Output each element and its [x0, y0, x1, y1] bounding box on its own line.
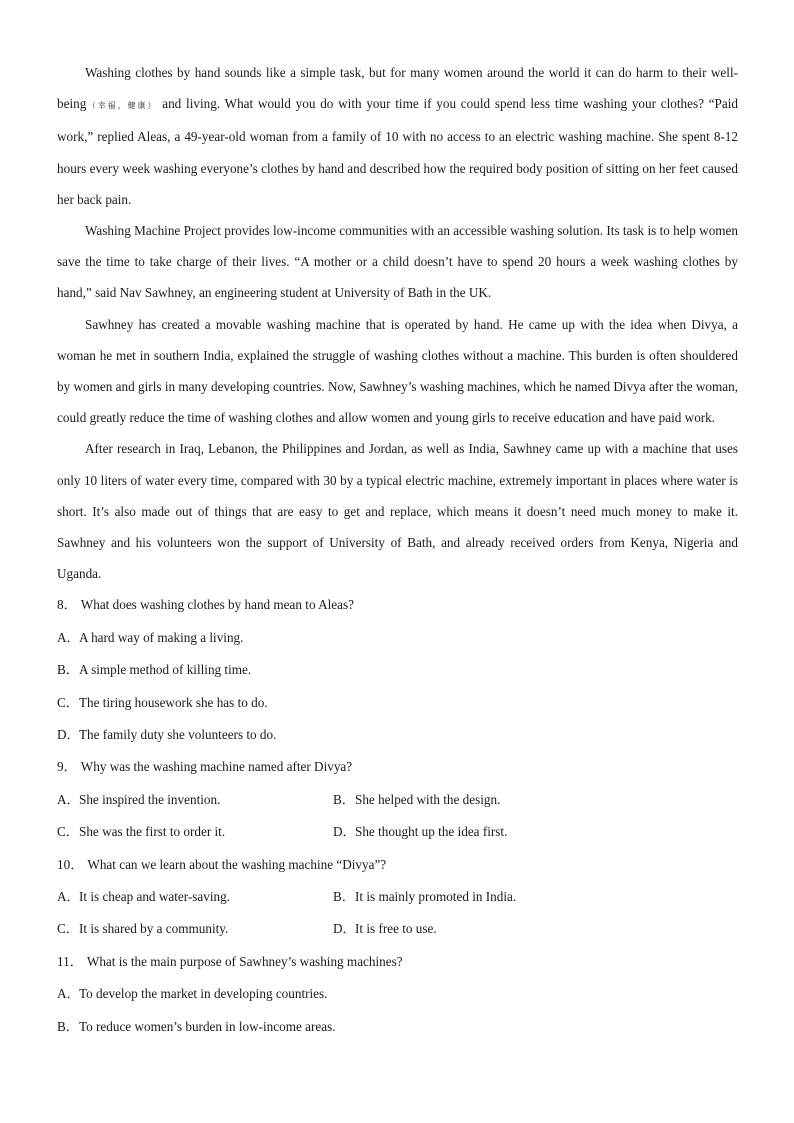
question-9-option-c: [57, 816, 333, 848]
option-letter: B．: [57, 662, 79, 678]
question-10-stem: [57, 849, 738, 881]
question-10-option-c: [57, 913, 333, 945]
question-number: 9．: [57, 759, 77, 775]
option-letter: A．: [57, 791, 80, 807]
option-text: It is mainly promoted in India.: [355, 888, 517, 904]
option-text: She was the first to order it.: [79, 824, 226, 840]
option-letter: D．: [57, 727, 80, 743]
option-text: To develop the market in developing countries.: [79, 986, 328, 1002]
option-letter: B．: [57, 1018, 79, 1034]
question-11-option-b: [57, 1011, 738, 1043]
question-10-option-b: [333, 881, 516, 913]
option-text: She helped with the design.: [355, 791, 501, 807]
question-number: 8．: [57, 597, 77, 613]
question-9-option-d: [333, 816, 507, 848]
option-text: It is free to use.: [355, 921, 437, 937]
question-9-option-a: [57, 784, 333, 816]
option-text: She inspired the invention.: [79, 791, 221, 807]
passage-paragraph-4: After research in Iraq, Lebanon, the Philippines and Jordan, as well as India, Sawhney came up with a machine that uses only 10 liters of water every time, compared with 30 by a typical electric machine, extremely important in places where water is short. It’s also made out of things that are easy to get and replace, which means it doesn’t need much money to make it. Sawhney and his volunteers won the support of University of Bath, and already received orders from Kenya, Nigeria and Uganda.: [57, 441, 738, 582]
question-8-option-d: [57, 719, 738, 751]
paragraph-text: and living. What would you do with your time if you could spend less time washing your clothes? “Paid work,” replied Aleas, a 49-year-old woman from a family of 10 with no access to an electric washing machine. She spent 8-12 hours every week washing everyone’s clothes by hand and described how the required body position of sitting on her feet caused her back pain.: [57, 96, 739, 207]
option-text: The family duty she volunteers to do.: [79, 727, 277, 743]
gloss-note: （幸福，健康）: [86, 101, 158, 111]
question-10-option-d: [333, 913, 437, 945]
question-9-stem: [57, 751, 738, 783]
option-letter: C．: [57, 694, 79, 710]
question-10-option-a: [57, 881, 333, 913]
passage-paragraph-3: Sawhney has created a movable washing machine that is operated by hand. He came up with the idea when Divya, a woman he met in southern India, explained the struggle of washing clothes without a machine. This burden is often shouldered by women and girls in many developing countries. Now, Sawhney’s washing machines, which he named Divya after the woman, could greatly reduce the time of washing clothes and allow women and young girls to receive education and have paid work.: [57, 316, 738, 426]
option-text: A simple method of killing time.: [79, 662, 252, 678]
question-9-option-b: [333, 784, 500, 816]
option-text: It is shared by a community.: [79, 921, 229, 937]
question-11-option-a: [57, 978, 738, 1010]
passage-paragraph-1: [57, 57, 738, 215]
question-text: What can we learn about the washing machine “Divya”?: [87, 856, 387, 872]
document-page: [57, 57, 738, 1043]
option-letter: C．: [57, 824, 79, 840]
option-letter: D．: [333, 921, 356, 937]
question-number: 11．: [57, 953, 83, 969]
option-letter: A．: [57, 986, 80, 1002]
option-letter: B．: [333, 888, 355, 904]
passage-paragraph-2: Washing Machine Project provides low-income communities with an accessible washing solution. Its task is to help women save the time to take charge of their lives. “A mother or a child doesn’t have to spend 20 hours a week washing clothes by hand,” said Nav Sawhney, an engineering student at University of Bath in the UK.: [57, 223, 738, 301]
question-11-stem: [57, 946, 738, 978]
option-letter: B．: [333, 791, 355, 807]
option-letter: D．: [333, 824, 356, 840]
option-letter: A．: [57, 888, 80, 904]
question-text: What does washing clothes by hand mean to Aleas?: [80, 597, 354, 613]
option-text: A hard way of making a living.: [79, 629, 244, 645]
option-text: To reduce women’s burden in low-income areas.: [79, 1018, 336, 1034]
question-8-option-a: [57, 622, 738, 654]
question-8-option-b: [57, 654, 738, 686]
question-text: Why was the washing machine named after Divya?: [80, 759, 353, 775]
question-number: 10．: [57, 856, 84, 872]
question-10-options-row-1: [57, 881, 738, 913]
option-letter: A．: [57, 629, 80, 645]
question-9-options-row-2: [57, 816, 738, 848]
question-8-stem: [57, 589, 738, 621]
question-9-options-row-1: [57, 784, 738, 816]
option-letter: C．: [57, 921, 79, 937]
question-10-options-row-2: [57, 913, 738, 945]
option-text: The tiring housework she has to do.: [79, 694, 268, 710]
paragraph-text: Washing clothes by hand sounds like a simple task, but for many women around the world it can do harm to their well-being: [57, 65, 738, 112]
question-text: What is the main purpose of Sawhney’s washing machines?: [86, 953, 403, 969]
option-text: She thought up the idea first.: [355, 824, 508, 840]
option-text: It is cheap and water-saving.: [79, 888, 230, 904]
question-8-option-c: [57, 687, 738, 719]
